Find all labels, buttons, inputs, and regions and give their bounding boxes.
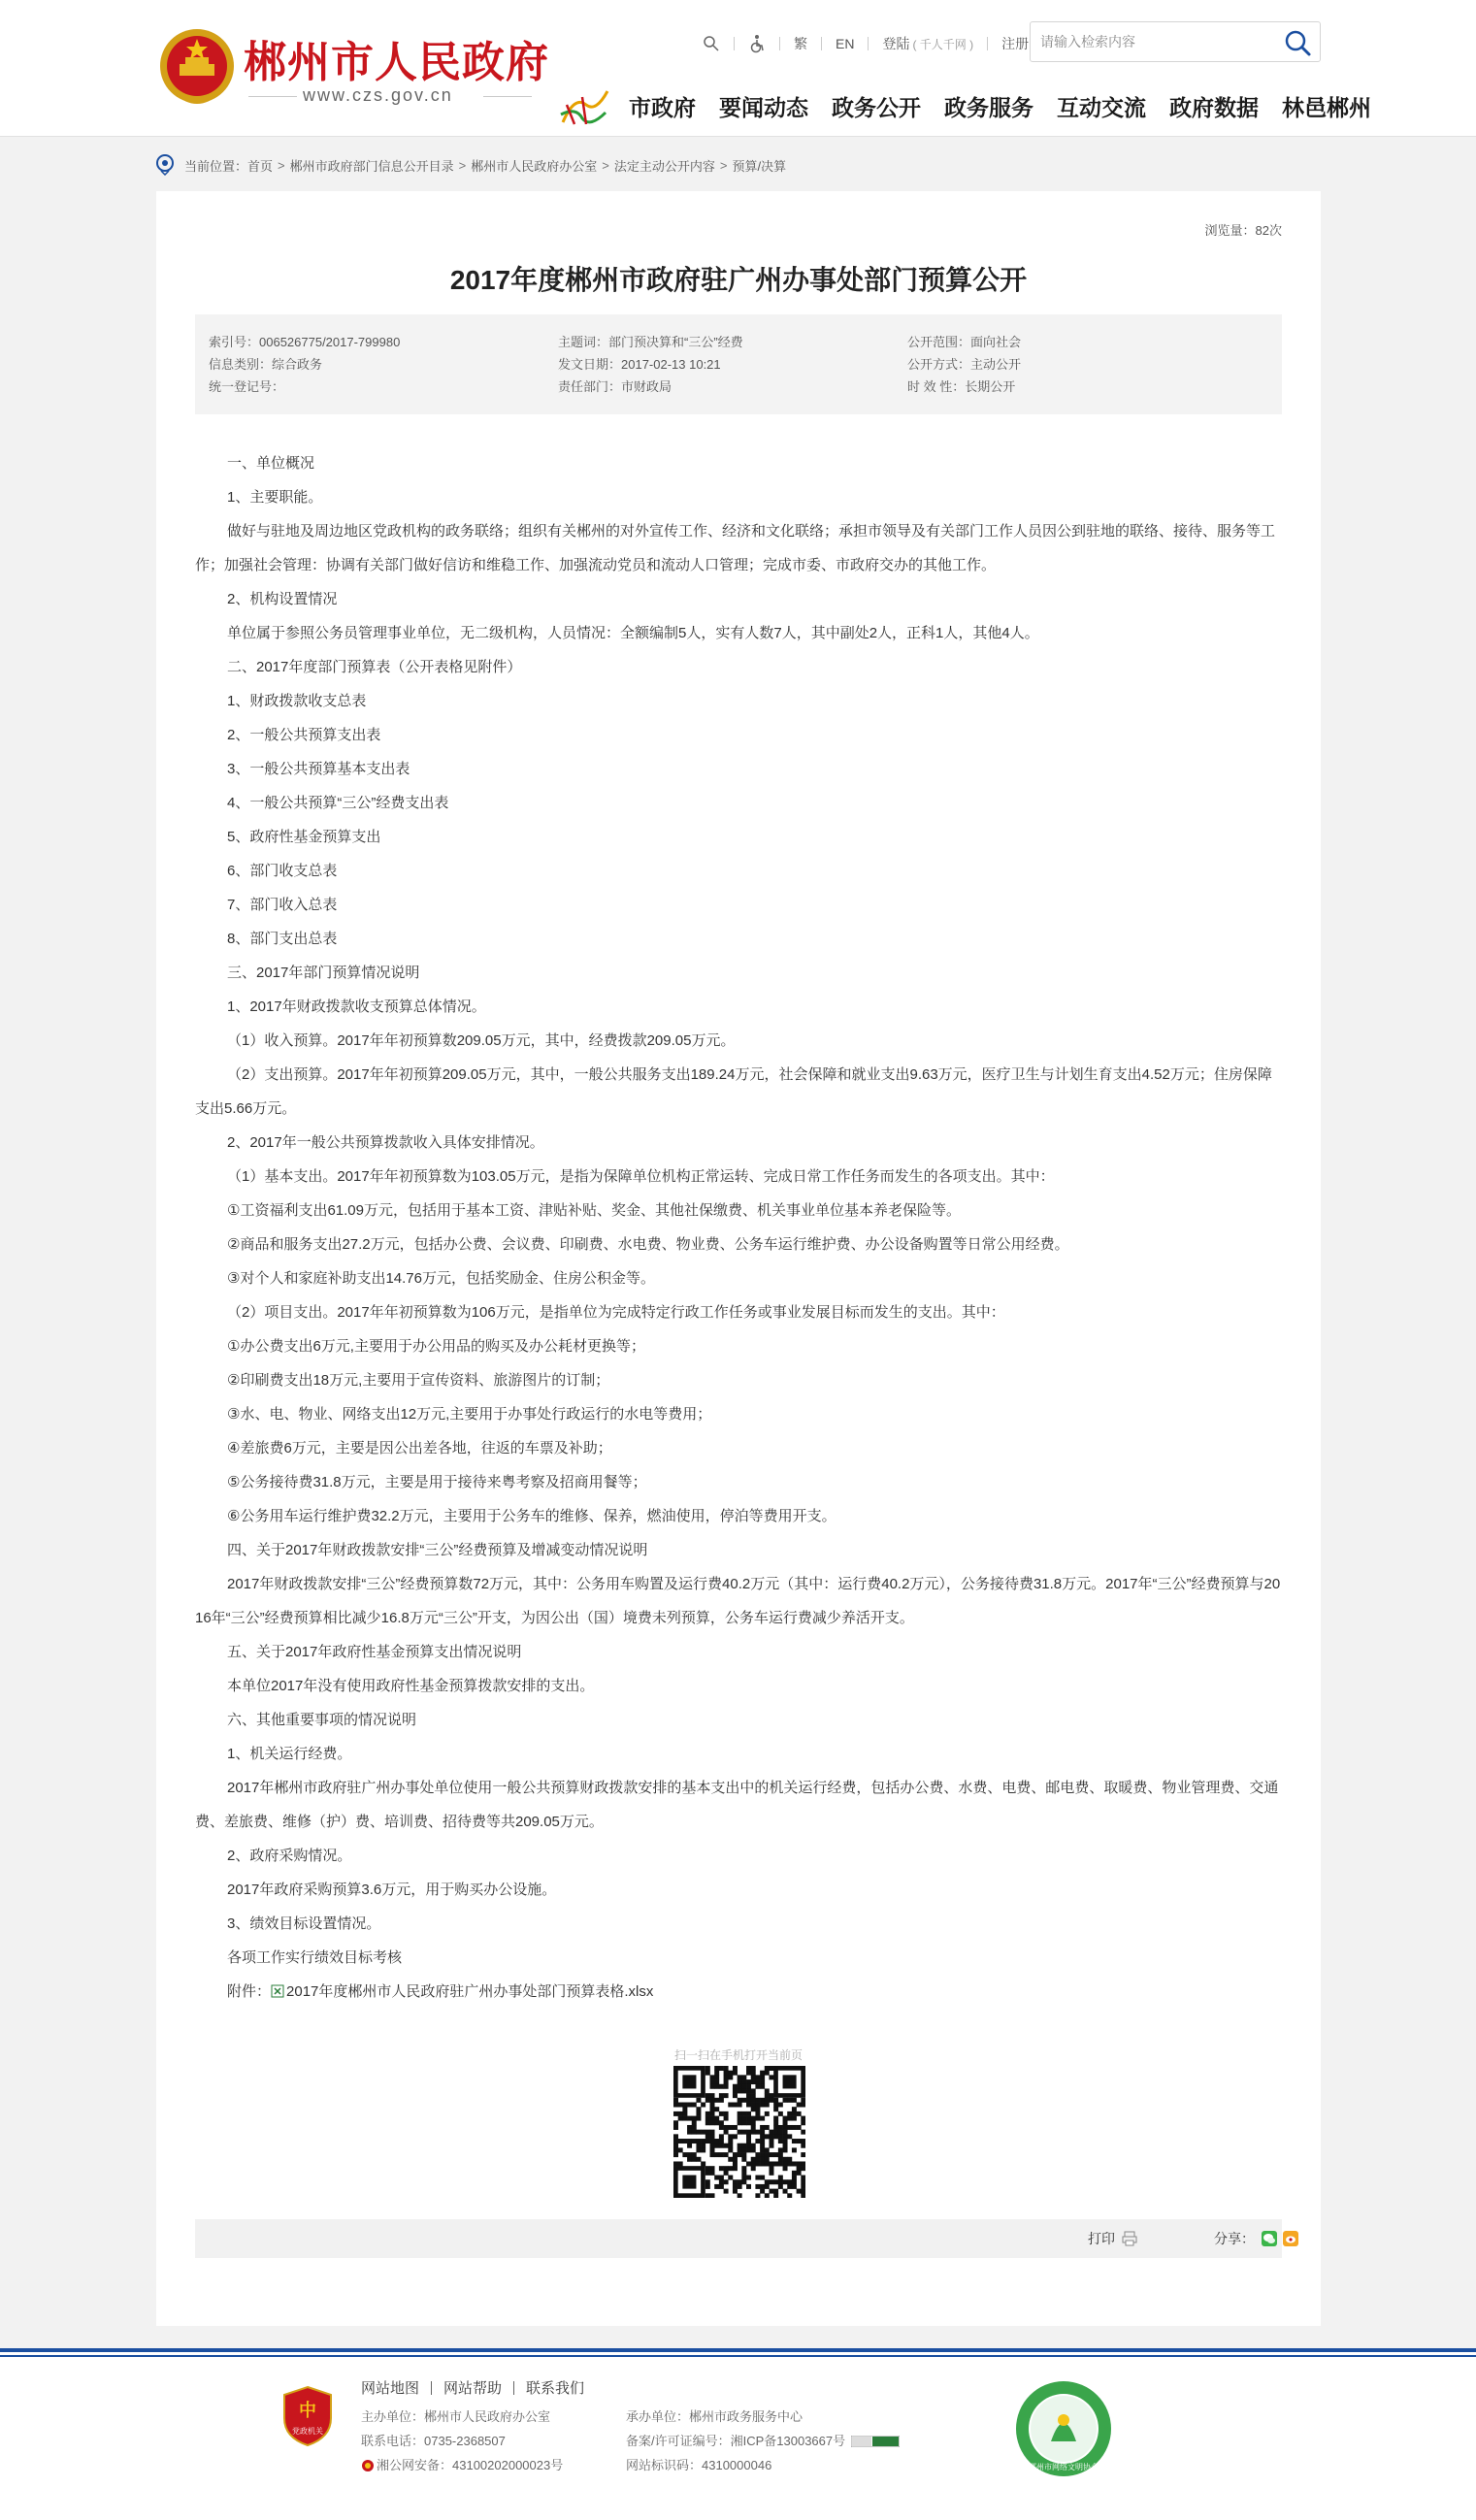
article-card <box>156 191 1321 2326</box>
article-paragraph: 三、2017年部门预算情况说明 <box>227 965 420 981</box>
article-paragraph: ①工资福利支出61.09万元，包括用于基本工资、津贴补贴、奖金、其他社保缴费、机关事业单位基本养老保险等。 <box>227 1202 961 1219</box>
attachment-line <box>195 1975 1282 2009</box>
nav-item-gov-disclosure[interactable]: 政务公开 <box>832 95 921 120</box>
article-paragraph: ⑥公务用车运行维护费32.2万元，主要用于公务车的维修、保养，燃油使用，停泊等费用开支。 <box>227 1508 836 1524</box>
qr-code-image <box>673 2066 805 2198</box>
article-paragraph: 3、绩效目标设置情况。 <box>227 1915 381 1932</box>
article-paragraph: 2、一般公共预算支出表 <box>227 727 381 743</box>
footer-info-left <box>361 2405 563 2477</box>
article-paragraph: 2017年财政拨款安排“三公”经费预算数72万元，其中：公务用车购置及运行费40.2万元（其中：运行费40.2万元），公务接待费31.8万元。2017年“三公”经费预算与2016年“三公”经费预算相比减少16.8万元“三公”开支，为因公出（国）境费未列预算，公务车运行费减少养活开支。 <box>195 1576 1281 1626</box>
search-box <box>1030 21 1321 62</box>
network-civilization-badge-icon[interactable] <box>1014 2379 1113 2478</box>
nav-item-interaction[interactable]: 互动交流 <box>1057 95 1146 120</box>
article-title: 2017年度郴州市政府驻广州办事处部门预算公开 <box>449 265 1028 295</box>
article-paragraph: ②印刷费支出18万元,主要用于宣传资料、旅游图片的订制； <box>227 1372 610 1389</box>
site-url-text: www.czs.gov.cn <box>303 85 453 105</box>
article-paragraph: 2017年政府采购预算3.6万元，用于购买办公设施。 <box>227 1882 557 1898</box>
article-paragraph: ②商品和服务支出27.2万元，包括办公费、会议费、印刷费、水电费、物业费、公务车运行维护费、办公设备购置等日常公用经费。 <box>227 1236 1069 1253</box>
search-icon[interactable] <box>1283 28 1312 57</box>
breadcrumb-item-office[interactable]: 郴州市人民政府办公室 <box>471 158 598 174</box>
wheelchair-accessibility-icon[interactable] <box>748 34 766 53</box>
article-paragraph: 5、政府性基金预算支出 <box>227 829 381 845</box>
share-bar <box>195 2219 1282 2258</box>
police-badge-icon <box>361 2459 375 2472</box>
article-paragraph: （2）项目支出。2017年年初预算数为106万元，是指单位为完成特定行政工作任务或事业发展目标而发生的支出。其中： <box>227 1304 1005 1321</box>
meta-date: 发文日期：2017-02-13 10:21 <box>558 357 721 372</box>
article-paragraph: 2、2017年一般公共预算拨款收入具体安排情况。 <box>227 1134 544 1151</box>
nav-item-gov-services[interactable]: 政务服务 <box>944 95 1033 120</box>
article-paragraph: （1）收入预算。2017年年初预算数209.05万元，其中，经费拨款209.05万元。 <box>227 1032 736 1049</box>
article-paragraph: 各项工作实行绩效目标考核 <box>227 1949 403 1966</box>
site-title[interactable]: 郴州市人民政府 <box>244 39 549 86</box>
article-paragraph: 1、主要职能。 <box>227 489 323 506</box>
breadcrumb-label: 当前位置： <box>184 158 248 174</box>
qr-label: 扫一扫在手机打开当前页 <box>673 2048 803 2062</box>
article-paragraph: 本单位2017年没有使用政府性基金预算拨款安排的支出。 <box>227 1678 595 1694</box>
breadcrumb-item-statutory[interactable]: 法定主动公开内容 <box>613 158 715 174</box>
article-paragraph: 六、其他重要事项的情况说明 <box>227 1712 417 1728</box>
article-paragraph: ④差旅费6万元，主要是因公出差各地，往返的车票及补助； <box>227 1440 612 1456</box>
meta-method: 公开方式：主动公开 <box>907 357 1022 372</box>
weibo-icon[interactable] <box>1282 2230 1299 2247</box>
breadcrumb-item-home[interactable]: 首页 <box>247 158 274 174</box>
footer-info-right <box>626 2405 900 2477</box>
share-area <box>1214 2229 1299 2248</box>
meta-reg-no: 统一登记号： <box>209 379 285 394</box>
footer-host: 主办单位：郴州市人民政府办公室 <box>361 2409 551 2424</box>
accessibility-reader-icon[interactable] <box>703 35 720 52</box>
national-emblem-icon <box>158 25 236 111</box>
wechat-icon[interactable] <box>1261 2230 1278 2247</box>
article-paragraph: 1、机关运行经费。 <box>227 1746 352 1762</box>
footer-police-text[interactable]: 湘公网安备：43100202000023号 <box>377 2458 564 2472</box>
meta-dept: 责任部门：市财政局 <box>558 379 672 394</box>
article-content <box>195 446 1282 2009</box>
main-nav <box>629 91 1371 124</box>
footer-police-record <box>361 2453 563 2477</box>
article-paragraph: ⑤公务接待费31.8万元，主要是用于接待来粤考察及招商用餐等； <box>227 1474 647 1490</box>
article-paragraph: （1）基本支出。2017年年初预算数为103.05万元，是指为保障单位机构正常运转、完成日常工作任务而发生的各项支出。其中： <box>227 1168 1055 1185</box>
article-paragraph: 4、一般公共预算“三公”经费支出表 <box>227 795 449 811</box>
breadcrumb-item-dept-catalog[interactable]: 郴州市政府部门信息公开目录 <box>289 158 454 174</box>
article-paragraph: 2、机构设置情况 <box>227 591 338 607</box>
article-paragraph: ③水、电、物业、网络支出12万元,主要用于办事处行政运行的水电等费用； <box>227 1406 712 1423</box>
english-link[interactable]: EN <box>836 36 855 51</box>
city-logo-icon <box>557 85 611 128</box>
footer-link-sitemap[interactable]: 网站地图 <box>361 2380 420 2397</box>
breadcrumb-item-budget[interactable]: 预算/决算 <box>732 158 787 174</box>
nav-item-gov-data[interactable]: 政府数据 <box>1169 95 1259 120</box>
article-meta <box>195 314 1282 414</box>
nav-item-city-government[interactable]: 市政府 <box>629 95 696 120</box>
print-label: 打印 <box>1088 2231 1115 2246</box>
share-label: 分享： <box>1214 2231 1255 2246</box>
search-input[interactable] <box>1040 31 1273 52</box>
site-url <box>248 83 532 109</box>
login-note: ( 千人千网 ) <box>912 37 974 51</box>
meta-index-no: 索引号：006526775/2017-799980 <box>209 335 401 349</box>
article-paragraph: ①办公费支出6万元,主要用于办公用品的购买及办公耗材更换等； <box>227 1338 645 1355</box>
printer-icon <box>1121 2230 1138 2247</box>
location-pin-icon <box>155 154 175 176</box>
footer-link-contact[interactable]: 联系我们 <box>526 2380 585 2397</box>
article-paragraph: 做好与驻地及周边地区党政机构的政务联络；组织有关郴州的对外宣传工作、经济和文化联络；承担市领导及有关部门工作人员因公到驻地的联络、接待、服务等工作；加强社会管理：协调有关部门做好信访和维稳工作、加强流动党员和流动人口管理；完成市委、市政府交办的其他工作。 <box>195 523 1276 573</box>
traditional-chinese-link[interactable]: 繁 <box>794 36 807 51</box>
footer-icp-record <box>626 2429 900 2453</box>
site-footer <box>0 2348 1476 2520</box>
register-link[interactable]: 注册 <box>1001 36 1030 51</box>
article-paragraph: 四、关于2017年财政拨款安排“三公”经费预算及增减变动情况说明 <box>227 1542 648 1558</box>
footer-link-help[interactable]: 网站帮助 <box>443 2380 503 2397</box>
footer-links <box>361 2377 584 2398</box>
article-paragraph: 1、2017年财政拨款收支预算总体情况。 <box>227 998 486 1015</box>
cnzz-stats-icon[interactable] <box>851 2436 900 2447</box>
article-paragraph: 3、一般公共预算基本支出表 <box>227 761 410 777</box>
article-paragraph: 单位属于参照公务员管理事业单位，无二级机构，人员情况：全额编制5人，实有人数7人，其中副处2人，正科1人，其他4人。 <box>227 625 1039 641</box>
meta-category: 信息类别：综合政务 <box>209 357 323 372</box>
svg-text:中: 中 <box>299 2401 316 2420</box>
footer-undertaker: 承办单位：郴州市政务服务中心 <box>626 2409 804 2424</box>
article-paragraph: 1、财政拨款收支总表 <box>227 693 367 709</box>
article-paragraph: 6、部门收支总表 <box>227 863 338 879</box>
article-paragraph: （2）支出预算。2017年年初预算209.05万元，其中，一般公共服务支出189.24万元，社会保障和就业支出9.63万元，医疗卫生与计划生育支出4.52万元；住房保障支出5.66万元。 <box>195 1066 1272 1117</box>
article-paragraph: 8、部门支出总表 <box>227 931 338 947</box>
party-badge-text: 党政机关 <box>292 2427 323 2436</box>
article-paragraph: 五、关于2017年政府性基金预算支出情况说明 <box>227 1644 522 1660</box>
attachment-label: 附件： <box>227 1983 272 2000</box>
attachment-link[interactable]: 2017年度郴州市人民政府驻广州办事处部门预算表格.xlsx <box>286 1983 654 2000</box>
article-paragraph: 7、部门收入总表 <box>227 897 338 913</box>
view-count: 浏览量：82次 <box>1204 223 1282 238</box>
article-paragraph: 2017年郴州市政府驻广州办事处单位使用一般公共预算财政拨款安排的基本支出中的机关运行经费，包括办公费、水费、电费、邮电费、取暖费、物业管理费、交通费、差旅费、维修（护）费、培训费、招待费等共209.05万元。 <box>195 1780 1279 1830</box>
article-paragraph: ③对个人和家庭补助支出14.76万元，包括奖励金、住房公积金等。 <box>227 1270 655 1287</box>
article-paragraph: 2、政府采购情况。 <box>227 1848 352 1864</box>
meta-scope: 公开范围：面向社会 <box>907 335 1022 349</box>
nav-item-linyi-chenzhou[interactable]: 林邑郴州 <box>1282 95 1371 120</box>
footer-icp-text[interactable]: 备案/许可证编号：湘ICP备13003667号 <box>626 2434 846 2448</box>
meta-validity: 时 效 性：长期公开 <box>907 379 1016 394</box>
article-paragraph: 一、单位概况 <box>227 455 315 472</box>
party-government-badge-icon[interactable] <box>280 2385 335 2447</box>
meta-topic: 主题词：部门预决算和“三公”经费 <box>558 335 743 349</box>
footer-site-code: 网站标识码：4310000046 <box>626 2458 772 2472</box>
footer-phone: 联系电话：0735-2368507 <box>361 2434 506 2448</box>
print-button[interactable] <box>1088 2229 1138 2248</box>
login-link[interactable]: 登陆 <box>882 36 910 51</box>
article-paragraph: 二、2017年度部门预算表（公开表格见附件） <box>227 659 522 675</box>
breadcrumb: 当前位置： 首页 > 郴州市政府部门信息公开目录 > 郴州市人民政府办公室 > 法定主动公开内容 > 预算/决算 <box>155 153 786 177</box>
excel-file-icon <box>271 1984 284 1998</box>
site-header <box>0 0 1476 137</box>
civ-badge-text: 郴州市网络文明协会 <box>1029 2463 1099 2471</box>
nav-item-news[interactable]: 要闻动态 <box>719 95 808 120</box>
top-links <box>703 33 1029 54</box>
